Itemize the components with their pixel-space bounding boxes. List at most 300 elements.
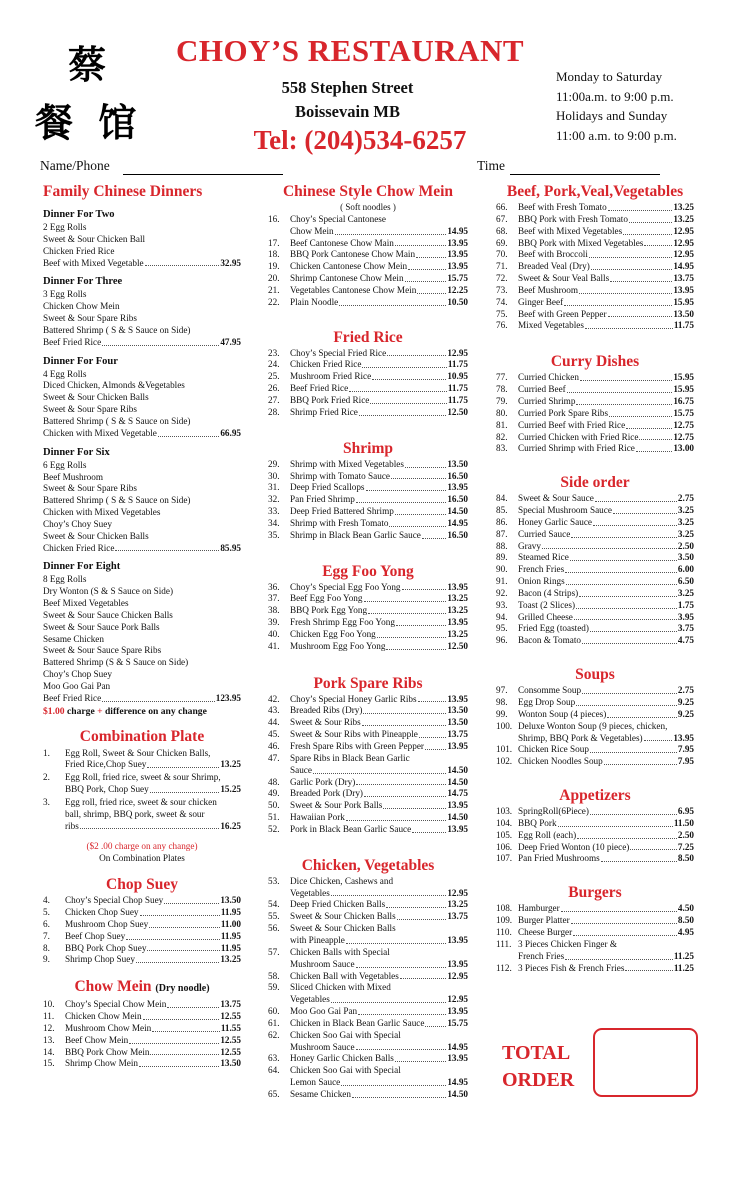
item-number: 108. <box>496 903 513 914</box>
item-price: 13.50 <box>447 705 468 716</box>
item-number: 43. <box>268 705 280 716</box>
dinner-item: Chicken with Mixed Vegetables <box>43 507 161 518</box>
dinner-item: 4 Egg Rolls <box>43 368 87 379</box>
leader-dots <box>152 1023 220 1032</box>
total-label-line1: TOTAL <box>502 1042 571 1064</box>
total-order-box[interactable] <box>593 1028 698 1097</box>
item-name: Fresh Shrimp Egg Foo Yong <box>290 617 395 628</box>
leader-dots <box>368 605 446 614</box>
leader-dots <box>370 395 446 404</box>
leader-dots <box>577 830 677 839</box>
item-number: 41. <box>268 640 280 651</box>
item-name: SpringRoll(6Piece) <box>518 806 589 817</box>
leader-dots <box>580 372 672 381</box>
menu-item <box>268 1006 468 1018</box>
item-name: Shrimp, BBQ Pork & Vegetables) <box>518 732 643 743</box>
item-number: 13. <box>43 1034 55 1045</box>
item-name: Beef with Broccoli <box>518 249 588 260</box>
menu-item <box>268 1018 468 1030</box>
menu-item <box>268 518 468 530</box>
egg-foo-yong-title: Egg Foo Yong <box>322 562 414 580</box>
menu-item <box>268 530 468 542</box>
leader-dots <box>362 359 446 368</box>
item-number: 25. <box>268 371 280 382</box>
item-name: Burger Platter <box>518 915 570 926</box>
menu-item <box>496 249 694 261</box>
item-price: 13.95 <box>447 958 468 969</box>
menu-item <box>496 709 694 721</box>
item-name: Deep Fried Battered Shrimp <box>290 506 394 517</box>
item-name: Pan Fried Shrimp <box>290 494 355 505</box>
item-price: 13.00 <box>673 443 694 454</box>
item-name: Onion Rings <box>518 576 565 587</box>
address-street: 558 Stephen Street <box>281 78 414 97</box>
leader-dots <box>589 249 672 258</box>
combo-note-2: On Combination Plates <box>99 853 185 864</box>
menu-item <box>496 842 694 854</box>
item-number: 73. <box>496 284 508 295</box>
leader-dots <box>358 1006 446 1015</box>
column-middle <box>268 182 468 1101</box>
item-number: 33. <box>268 506 280 517</box>
item-number: 39. <box>268 617 280 628</box>
item-price: 15.95 <box>673 296 694 307</box>
leader-dots <box>571 529 677 538</box>
item-number: 24. <box>268 359 280 370</box>
leader-dots <box>574 612 677 621</box>
leader-dots <box>377 629 447 638</box>
item-name: Shrimp Fried Rice <box>290 406 358 417</box>
name-phone-field[interactable] <box>123 174 283 175</box>
leader-dots <box>412 824 446 833</box>
item-number: 61. <box>268 1017 280 1028</box>
dinner-title: Dinner For Four <box>43 355 118 367</box>
menu-item <box>268 383 468 395</box>
combo-line <box>43 809 241 821</box>
leader-dots <box>364 788 446 797</box>
dinner-price: 123.95 <box>215 692 241 703</box>
menu-item-continued <box>268 1077 468 1089</box>
item-number: 44. <box>268 717 280 728</box>
item-name: Sweet & Sour Ribs with Pineapple <box>290 729 418 740</box>
menu-item <box>268 407 468 419</box>
item-number: 58. <box>268 970 280 981</box>
menu-item <box>496 564 694 576</box>
item-number: 29. <box>268 458 280 469</box>
item-name: Chicken Soo Gai with Special <box>290 1029 401 1040</box>
item-number: 36. <box>268 581 280 592</box>
menu-item <box>268 729 468 741</box>
menu-item <box>268 605 468 617</box>
menu-item <box>496 384 694 396</box>
leader-dots <box>561 903 677 912</box>
item-number: 110. <box>496 926 512 937</box>
burgers-title: Burgers <box>568 884 622 902</box>
leader-dots <box>129 1035 219 1044</box>
menu-item <box>496 853 694 865</box>
fried-rice-title: Fried Rice <box>333 328 403 346</box>
dinner-item: Beef Fried Rice <box>43 692 102 703</box>
item-number: 86. <box>496 516 508 527</box>
leader-dots <box>396 617 446 626</box>
dinner-item: Battered Shrimp (S & S Sauce on Side) <box>43 657 189 668</box>
dinner-item-last <box>43 693 241 705</box>
leader-dots <box>610 273 672 282</box>
menu-item: 111. 3 Pieces Chicken Finger & <box>496 938 618 949</box>
shrimp-title: Shrimp <box>343 439 393 457</box>
leader-dots <box>395 238 446 247</box>
time-field[interactable] <box>510 174 660 175</box>
combo-line <box>43 759 241 771</box>
item-number: 81. <box>496 419 508 430</box>
item-name: BBQ Pork with Fresh Tomato <box>518 213 628 224</box>
leader-dots <box>416 249 446 258</box>
item-name: Cheese Burger <box>518 926 573 937</box>
item-number: 9. <box>43 954 50 965</box>
item-number <box>43 784 65 796</box>
item-price: 11.95 <box>220 906 241 917</box>
item-name: French Fries <box>518 950 565 961</box>
item-price: 13.25 <box>447 628 468 639</box>
item-name: Deep Fried Chicken Balls <box>290 899 386 910</box>
chicken-vegetables-title: Chicken, Vegetables <box>301 856 435 874</box>
item-price: 13.95 <box>447 1006 468 1017</box>
chicken-veg-list-2 <box>268 1006 468 1030</box>
chow-mein-title <box>43 977 241 999</box>
leader-dots <box>419 729 446 738</box>
item-number: 38. <box>268 605 280 616</box>
item-name: Sesame Chicken <box>290 1088 351 1099</box>
leader-dots <box>558 818 673 827</box>
combo-note-text: ($2 .00 charge on any change) <box>86 841 198 852</box>
dinner-item: Sweet & Sour Chicken Balls <box>43 530 149 541</box>
appetizers-title: Appetizers <box>559 787 631 805</box>
fried-rice-list <box>268 348 468 419</box>
item-name: Sweet & Sour Ribs <box>290 717 361 728</box>
item-price: 12.95 <box>673 225 694 236</box>
item-name: Sweet & Sour Chicken Balls <box>290 923 396 934</box>
dinner-title: Dinner For Eight <box>43 561 121 573</box>
menu-item: 59. Sliced Chicken with Mixed <box>268 982 391 993</box>
menu-item <box>43 907 241 919</box>
leader-dots <box>102 693 215 702</box>
item-price: 15.75 <box>673 407 694 418</box>
item-price: 12.75 <box>673 419 694 430</box>
item-name: Shrimp Chop Suey <box>65 954 135 965</box>
item-name: 3 Pieces Fish & French Fries <box>518 962 625 973</box>
dinner-title: Dinner For Three <box>43 276 123 288</box>
item-number: 75. <box>496 308 508 319</box>
item-number: 72. <box>496 273 508 284</box>
leader-dots <box>158 428 219 437</box>
item-price: 13.25 <box>447 605 468 616</box>
menu-item <box>496 226 694 238</box>
item-price: 16.50 <box>447 494 468 505</box>
dinner-item: 3 Egg Rolls <box>43 289 87 300</box>
hours-line: 11:00 a.m. to 9:00 p.m. <box>556 127 677 143</box>
dinner-item: Beef Mushroom <box>43 471 103 482</box>
item-name: Fried Egg (toasted) <box>518 623 589 634</box>
menu-item <box>268 214 468 226</box>
dinner-item: Diced Chicken, Almonds &Vegetables <box>43 380 185 391</box>
menu-item <box>496 202 694 214</box>
leader-dots <box>339 297 446 306</box>
leader-dots <box>566 576 677 585</box>
item-name: Choy’s Special Honey Garlic Ribs <box>290 693 417 704</box>
item-name: Shrimp in Black Bean Garlic Sauce <box>290 529 421 540</box>
item-name: Chicken Egg Foo Yong <box>290 628 376 639</box>
column-right <box>496 182 694 974</box>
item-name: with Pineapple <box>290 934 345 945</box>
shrimp-list <box>268 459 468 542</box>
menu-item-continued <box>268 765 468 777</box>
item-number: 66. <box>496 202 508 212</box>
item-name: Steamed Rice <box>518 552 569 563</box>
leader-dots <box>570 552 677 561</box>
item-number: 37. <box>268 593 280 604</box>
item-name: Vegetables Cantonese Chow Mein <box>290 284 417 295</box>
dinner-item: Sweet & Sour Sauce Pork Balls <box>43 621 160 632</box>
leader-dots <box>366 482 447 491</box>
menu-item-continued <box>268 888 468 900</box>
chow-mein-list <box>43 999 241 1070</box>
address-city: Boissevain MB <box>295 102 400 121</box>
item-name: Beef with Mixed Vegetables <box>518 225 623 236</box>
item-number: 96. <box>496 635 508 646</box>
item-price: 12.55 <box>220 1046 241 1057</box>
item-price: 11.50 <box>673 817 694 828</box>
menu-item <box>496 806 694 818</box>
item-number: 16. <box>268 213 280 224</box>
combo-line <box>43 772 241 784</box>
dinner-price: 32.95 <box>220 257 241 268</box>
item-number: 27. <box>268 394 280 405</box>
item-name: Mixed Vegetables <box>518 320 584 331</box>
item-price: 12.95 <box>447 347 468 358</box>
item-price: 11.25 <box>673 962 694 973</box>
item-number: 49. <box>268 788 280 799</box>
item-price: 9.25 <box>677 697 694 707</box>
leader-dots <box>591 261 673 270</box>
menu-item-continued <box>268 226 468 238</box>
item-price: 2.50 <box>677 540 694 551</box>
item-name: Beef Fried Rice <box>290 383 349 394</box>
item-price: 15.75 <box>447 1017 468 1028</box>
menu-item <box>268 777 468 789</box>
leader-dots <box>386 899 446 908</box>
item-price: 14.95 <box>673 261 694 272</box>
leader-dots <box>402 582 447 591</box>
egg-foo-yong-list <box>268 582 468 653</box>
item-name: Chicken Noodles Soup <box>518 756 603 767</box>
leader-dots <box>601 853 677 862</box>
item-name: Honey Garlic Chicken Balls <box>290 1053 394 1064</box>
item-number: 18. <box>268 249 280 260</box>
item-number: 85. <box>496 505 508 516</box>
item-number: 54. <box>268 899 280 910</box>
combo-text: Egg Roll, fried rice, sweet & sour Shrimp, <box>65 772 221 783</box>
item-price: 3.50 <box>677 552 694 563</box>
leader-dots <box>425 741 446 750</box>
item-price: 12.95 <box>447 994 468 1005</box>
menu-item <box>268 641 468 653</box>
leader-dots <box>571 915 677 924</box>
leader-dots <box>147 943 219 952</box>
combo-text: Fried Rice,Chop Suey <box>65 759 147 770</box>
item-price: 10.50 <box>447 296 468 307</box>
item-price: 3.25 <box>677 528 694 539</box>
item-number: 60. <box>268 1006 280 1017</box>
combination-list <box>43 748 241 833</box>
item-name: Curried Beef with Fried Rice <box>518 419 626 430</box>
item-price: 11.95 <box>220 930 241 941</box>
item-name: Bacon (4 Strips) <box>518 587 579 598</box>
item-number: 112. <box>496 962 512 973</box>
appetizers-list <box>496 806 694 865</box>
leader-dots <box>405 459 446 468</box>
charge-text-2: difference on any change <box>102 705 207 717</box>
item-price: 3.25 <box>677 505 694 516</box>
menu-item-continued <box>268 994 468 1006</box>
menu-item <box>43 1011 241 1023</box>
item-name: Ginger Beef <box>518 296 564 307</box>
hours-line: Monday to Saturday <box>556 69 663 84</box>
item-price: 6.00 <box>677 564 694 575</box>
menu-item <box>496 576 694 588</box>
item-name: Shrimp with Tomato Sauce <box>290 470 390 481</box>
menu-item <box>496 963 694 975</box>
menu-item: 57. Chicken Balls with Special <box>268 946 390 957</box>
leader-dots <box>139 1058 219 1067</box>
menu-item <box>496 320 694 332</box>
item-price: 14.50 <box>447 764 468 775</box>
item-price: 12.95 <box>447 887 468 898</box>
leader-dots <box>636 443 672 452</box>
item-price: 13.95 <box>673 732 694 743</box>
item-price: 2.75 <box>677 493 694 504</box>
dinner-item: Sweet & Sour Spare Ribs <box>43 483 137 494</box>
item-name: Beef Mushroom <box>518 284 578 295</box>
menu-item <box>496 685 694 697</box>
leader-dots <box>80 821 220 830</box>
leader-dots <box>372 371 446 380</box>
item-number: 46. <box>268 741 280 751</box>
item-price: 13.50 <box>447 717 468 728</box>
leader-dots <box>595 493 677 502</box>
leader-dots <box>397 911 447 920</box>
item-name: Egg Roll (each) <box>518 829 577 840</box>
leader-dots <box>115 543 219 552</box>
combo-line <box>43 797 241 809</box>
menu-item <box>268 285 468 297</box>
item-name: Shrimp with Mixed Vegetables <box>290 458 404 469</box>
leader-dots <box>167 999 219 1008</box>
menu-item-continued <box>268 959 468 971</box>
item-name: Beef with Fresh Tomato <box>518 202 607 212</box>
leader-dots <box>608 309 673 318</box>
dinner-item-last <box>43 337 241 349</box>
menu-item <box>268 459 468 471</box>
item-number: 107. <box>496 853 513 864</box>
item-price: 16.50 <box>447 470 468 481</box>
item-name: Hawaiian Pork <box>290 812 345 823</box>
item-number: 84. <box>496 493 508 504</box>
menu-item <box>496 432 694 444</box>
item-name: Pan Fried Mushrooms <box>518 853 600 864</box>
dinner-item: Dry Wonton (S & S Sauce on Side) <box>43 586 174 597</box>
chinese-chow-mein-subtitle: ( Soft noodles ) <box>340 202 396 212</box>
soups-list-2 <box>496 744 694 768</box>
item-name: Sliced Chicken with Mixed <box>290 982 391 993</box>
item-price: 3.75 <box>677 623 694 634</box>
item-name: Beef Cantonese Chow Main <box>290 237 394 248</box>
item-name: Mushroom Sauce <box>290 958 355 969</box>
item-number: 42. <box>268 693 280 704</box>
item-name: Hamburger <box>518 903 560 914</box>
item-number: 34. <box>268 517 280 528</box>
item-price: 13.25 <box>673 202 694 212</box>
leader-dots <box>147 759 219 768</box>
item-name: Mushroom Egg Foo Yong <box>290 640 386 651</box>
dinner-item-last <box>43 428 241 440</box>
dinner-item: Chicken with Mixed Vegetable <box>43 427 157 438</box>
item-number: 10. <box>43 999 55 1010</box>
item-name: Beef Egg Foo Yong <box>290 593 363 604</box>
item-name: Chicken Chop Suey <box>65 906 139 917</box>
item-price: 14.95 <box>447 225 468 236</box>
menu-item <box>496 443 694 455</box>
leader-dots <box>582 635 677 644</box>
combo-note-1 <box>43 841 241 853</box>
dinner-item: Sweet & Sour Sauce Chicken Balls <box>43 609 173 620</box>
item-name: Wonton Soup (4 pieces) <box>518 708 607 719</box>
item-name: Chow Mein <box>290 225 334 236</box>
item-number: 87. <box>496 528 508 539</box>
item-price: 16.50 <box>447 529 468 540</box>
item-price: 11.75 <box>447 394 468 405</box>
menu-item <box>43 1023 241 1035</box>
leader-dots <box>395 506 446 515</box>
hours-line: 11:00a.m. to 9:00 p.m. <box>556 88 674 104</box>
item-name: Chicken Rice Soup <box>518 744 589 755</box>
item-number: 52. <box>268 823 280 834</box>
item-number: 26. <box>268 383 280 394</box>
leader-dots <box>582 685 677 694</box>
item-name: Egg Drop Soup <box>518 697 576 707</box>
menu-item: 100. Deluxe Wonton Soup (9 pieces, chicken, <box>496 720 668 731</box>
dinner-item: Chicken Fried Rice <box>43 245 115 256</box>
dinner-price: 85.95 <box>220 542 241 553</box>
dinner-item: Sesame Chicken <box>43 633 104 644</box>
leader-dots <box>565 564 677 573</box>
item-price: 13.50 <box>220 1058 241 1069</box>
chinese-chow-mein-title: Chinese Style Chow Mein <box>282 183 454 200</box>
item-name: Grilled Cheese <box>518 611 573 622</box>
item-number: 76. <box>496 320 508 331</box>
dinner-price: 47.95 <box>220 336 241 347</box>
item-name: Honey Garlic Sauce <box>518 516 592 527</box>
menu-item <box>496 517 694 529</box>
menu-item <box>268 348 468 360</box>
item-number: 63. <box>268 1053 280 1064</box>
leader-dots <box>630 842 677 851</box>
leader-dots <box>364 593 447 602</box>
chinese-character-top: 蔡 <box>68 42 107 87</box>
item-name: Shrimp Chow Mein <box>65 1058 138 1069</box>
side-order-list <box>496 493 694 647</box>
item-price: 8.50 <box>677 915 694 926</box>
combo-line <box>43 748 241 760</box>
